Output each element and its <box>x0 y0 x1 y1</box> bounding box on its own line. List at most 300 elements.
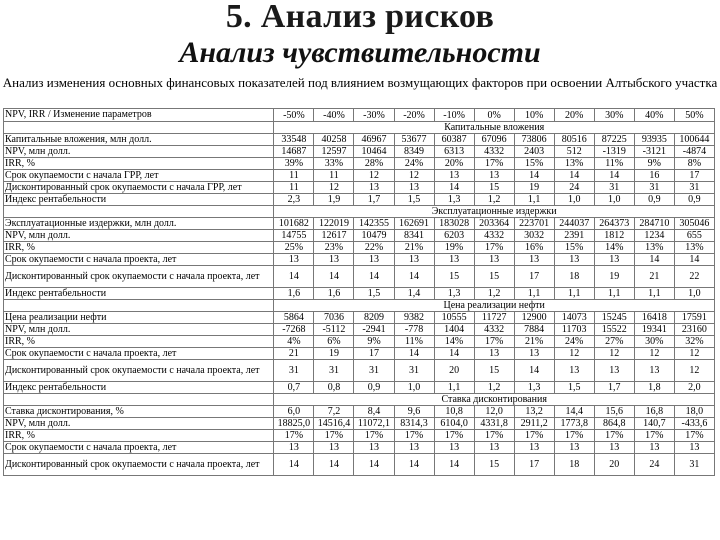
table-cell: 284710 <box>634 218 674 230</box>
table-cell: 223701 <box>514 218 554 230</box>
table-cell: 6313 <box>434 146 474 158</box>
table-cell: 30% <box>634 336 674 348</box>
section-title: Ставка дисконтирования <box>274 394 715 406</box>
table-cell: 17% <box>474 242 514 254</box>
table-cell: 11072,1 <box>354 418 394 430</box>
section-title: Эксплуатационные издержки <box>274 206 715 218</box>
table-cell: 13 <box>434 254 474 266</box>
table-cell: 0,9 <box>674 194 714 206</box>
table-cell: 25% <box>274 242 314 254</box>
table-cell: 14 <box>594 170 634 182</box>
table-cell: 10555 <box>434 312 474 324</box>
table-cell: 15% <box>554 242 594 254</box>
table-cell: 13 <box>274 442 314 454</box>
table-cell: 6203 <box>434 230 474 242</box>
table-cell: 14073 <box>554 312 594 324</box>
table-cell: 12617 <box>314 230 354 242</box>
table-cell: 14 <box>434 454 474 476</box>
table-cell: 2911,2 <box>514 418 554 430</box>
table-cell: 13 <box>394 442 434 454</box>
table-cell: 53677 <box>394 134 434 146</box>
table-cell: 1,1 <box>514 288 554 300</box>
table-cell: 6% <box>314 336 354 348</box>
table-cell: 13 <box>474 442 514 454</box>
table-cell: -3121 <box>634 146 674 158</box>
column-header: 50% <box>674 109 714 122</box>
table-row <box>4 382 715 394</box>
table-cell: 1,6 <box>314 288 354 300</box>
table-cell: -4874 <box>674 146 714 158</box>
table-cell: 17 <box>674 170 714 182</box>
table-cell: 46967 <box>354 134 394 146</box>
corner-header: NPV, IRR / Изменение параметров <box>4 109 274 122</box>
row-label <box>4 394 274 406</box>
table-cell: 14 <box>274 454 314 476</box>
table-cell: 1,2 <box>474 194 514 206</box>
table-cell: 0,9 <box>634 194 674 206</box>
table-cell: 8% <box>674 158 714 170</box>
table-cell: 142355 <box>354 218 394 230</box>
table-cell: 15245 <box>594 312 634 324</box>
table-cell: 1,3 <box>434 194 474 206</box>
table-cell: 19341 <box>634 324 674 336</box>
table-cell: 17% <box>674 430 714 442</box>
table-cell: 15 <box>434 266 474 288</box>
table-cell: 1,7 <box>594 382 634 394</box>
table-cell: 864,8 <box>594 418 634 430</box>
table-cell: 18 <box>554 454 594 476</box>
table-cell: 15 <box>474 266 514 288</box>
table-cell: 13% <box>634 242 674 254</box>
slide-title: 5. Анализ рисков <box>225 0 495 35</box>
table-cell: 13 <box>634 442 674 454</box>
table-cell: 14 <box>354 454 394 476</box>
table-cell: 14 <box>514 360 554 382</box>
table-cell: 14 <box>314 266 354 288</box>
table-cell: 1,0 <box>594 194 634 206</box>
table-cell: 7,2 <box>314 406 354 418</box>
table-cell: 14 <box>394 348 434 360</box>
table-cell: 14 <box>434 348 474 360</box>
table-cell: 13 <box>274 254 314 266</box>
column-header: -10% <box>434 109 474 122</box>
column-header: -20% <box>394 109 434 122</box>
table-cell: 60387 <box>434 134 474 146</box>
table-row <box>4 242 715 254</box>
table-cell: 8314,3 <box>394 418 434 430</box>
table-cell: 2403 <box>514 146 554 158</box>
table-cell: 24% <box>554 336 594 348</box>
table-cell: 17% <box>434 430 474 442</box>
table-cell: 1,3 <box>434 288 474 300</box>
section-row <box>4 300 715 312</box>
table-description: Анализ изменения основных финансовых показателей под влиянием возмущающих факторов при освоении Алтыбского участка <box>2 75 718 90</box>
table-cell: 7036 <box>314 312 354 324</box>
table-cell: 15 <box>474 454 514 476</box>
table-cell: 14% <box>594 242 634 254</box>
table-cell: 1234 <box>634 230 674 242</box>
table-cell: 16,8 <box>634 406 674 418</box>
table-row <box>4 348 715 360</box>
table-cell: 1,1 <box>434 382 474 394</box>
table-cell: 18 <box>554 266 594 288</box>
table-cell: 1,9 <box>314 194 354 206</box>
table-cell: 11727 <box>474 312 514 324</box>
table-cell: 183028 <box>434 218 474 230</box>
table-cell: 31 <box>594 182 634 194</box>
table-cell: 31 <box>634 182 674 194</box>
row-label: Дисконтированный срок окупаемости с начала проекта, лет <box>4 360 274 382</box>
table-cell: 11703 <box>554 324 594 336</box>
table-cell: 14687 <box>274 146 314 158</box>
table-cell: 14,4 <box>554 406 594 418</box>
table-cell: 13,2 <box>514 406 554 418</box>
table-cell: 13 <box>594 442 634 454</box>
table-row <box>4 406 715 418</box>
table-cell: 1773,8 <box>554 418 594 430</box>
table-cell: 4332 <box>474 324 514 336</box>
table-cell: 31 <box>674 182 714 194</box>
row-label: Индекс рентабельности <box>4 194 274 206</box>
column-header: 20% <box>554 109 594 122</box>
table-cell: 13 <box>594 360 634 382</box>
table-cell: -1319 <box>594 146 634 158</box>
table-cell: 13 <box>474 254 514 266</box>
table-cell: 7884 <box>514 324 554 336</box>
table-row <box>4 158 715 170</box>
table-cell: 14755 <box>274 230 314 242</box>
table-row <box>4 194 715 206</box>
table-cell: 17% <box>474 336 514 348</box>
table-cell: 17 <box>514 266 554 288</box>
row-label: IRR, % <box>4 242 274 254</box>
table-cell: 15522 <box>594 324 634 336</box>
table-cell: 17% <box>354 430 394 442</box>
table-cell: 10464 <box>354 146 394 158</box>
table-cell: 13 <box>434 170 474 182</box>
table-cell: 1,5 <box>354 288 394 300</box>
table-cell: 14516,4 <box>314 418 354 430</box>
table-cell: 13 <box>514 254 554 266</box>
table-cell: 21% <box>394 242 434 254</box>
table-cell: 12 <box>594 348 634 360</box>
row-label: Дисконтированный срок окупаемости с начала ГРР, лет <box>4 182 274 194</box>
table-cell: 13 <box>314 254 354 266</box>
table-cell: 73806 <box>514 134 554 146</box>
row-label: NPV, млн долл. <box>4 146 274 158</box>
table-cell: 17% <box>554 430 594 442</box>
table-cell: 93935 <box>634 134 674 146</box>
table-cell: 13 <box>474 170 514 182</box>
row-label: Срок окупаемости с начала проекта, лет <box>4 254 274 266</box>
table-cell: 13 <box>474 348 514 360</box>
table-cell: 32% <box>674 336 714 348</box>
table-cell: 13 <box>314 442 354 454</box>
table-cell: 4332 <box>474 230 514 242</box>
table-cell: 203364 <box>474 218 514 230</box>
table-cell: 23160 <box>674 324 714 336</box>
table-cell: 27% <box>594 336 634 348</box>
table-cell: 17 <box>354 348 394 360</box>
table-cell: -778 <box>394 324 434 336</box>
table-row <box>4 430 715 442</box>
table-cell: 1,3 <box>514 382 554 394</box>
table-cell: 1,8 <box>634 382 674 394</box>
section-title: Капитальные вложения <box>274 122 715 134</box>
table-cell: 33548 <box>274 134 314 146</box>
table-cell: 8,4 <box>354 406 394 418</box>
table-cell: 17% <box>594 430 634 442</box>
table-cell: 13 <box>594 254 634 266</box>
table-cell: 14 <box>634 254 674 266</box>
table-cell: 14 <box>354 266 394 288</box>
row-label: Дисконтированный срок окупаемости с начала проекта, лет <box>4 266 274 288</box>
table-cell: 244037 <box>554 218 594 230</box>
table-cell: 31 <box>314 360 354 382</box>
table-cell: 1,1 <box>634 288 674 300</box>
table-cell: 13 <box>514 442 554 454</box>
table-cell: 1812 <box>594 230 634 242</box>
table-cell: 14 <box>674 254 714 266</box>
table-row <box>4 182 715 194</box>
row-label <box>4 122 274 134</box>
table-cell: 13 <box>394 182 434 194</box>
slide-subtitle: Анализ чувствительности <box>179 36 541 69</box>
table-cell: 14 <box>394 266 434 288</box>
table-cell: 1,2 <box>474 288 514 300</box>
table-cell: 1,5 <box>394 194 434 206</box>
table-cell: 8209 <box>354 312 394 324</box>
row-label: NPV, млн долл. <box>4 324 274 336</box>
table-cell: 13% <box>674 242 714 254</box>
table-cell: 16418 <box>634 312 674 324</box>
table-cell: 28% <box>354 158 394 170</box>
table-cell: 655 <box>674 230 714 242</box>
table-cell: 14 <box>314 454 354 476</box>
table-cell: 10,8 <box>434 406 474 418</box>
table-cell: 14 <box>434 182 474 194</box>
table-cell: 13% <box>554 158 594 170</box>
table-cell: 40258 <box>314 134 354 146</box>
table-cell: 13 <box>554 254 594 266</box>
row-label <box>4 206 274 218</box>
table-cell: 264373 <box>594 218 634 230</box>
table-row <box>4 312 715 324</box>
table-cell: 22% <box>354 242 394 254</box>
table-cell: 13 <box>354 442 394 454</box>
table-cell: 17 <box>514 454 554 476</box>
table-cell: 17% <box>474 430 514 442</box>
table-cell: 1,5 <box>554 382 594 394</box>
table-row <box>4 134 715 146</box>
table-cell: 24 <box>554 182 594 194</box>
table-cell: 15% <box>514 158 554 170</box>
section-row <box>4 394 715 406</box>
table-cell: 15 <box>474 182 514 194</box>
sensitivity-table <box>3 108 715 476</box>
table-cell: 6104,0 <box>434 418 474 430</box>
column-header: -50% <box>274 109 314 122</box>
column-header: 10% <box>514 109 554 122</box>
table-cell: 1,1 <box>554 288 594 300</box>
table-cell: 10479 <box>354 230 394 242</box>
row-label: Индекс рентабельности <box>4 382 274 394</box>
table-cell: 11% <box>594 158 634 170</box>
row-label: Индекс рентабельности <box>4 288 274 300</box>
row-label: Срок окупаемости с начала проекта, лет <box>4 348 274 360</box>
table-cell: 5864 <box>274 312 314 324</box>
table-cell: 31 <box>674 454 714 476</box>
column-header: 30% <box>594 109 634 122</box>
table-cell: 122019 <box>314 218 354 230</box>
table-cell: 17% <box>274 430 314 442</box>
table-cell: 100644 <box>674 134 714 146</box>
table-row <box>4 324 715 336</box>
table-row <box>4 418 715 430</box>
row-label: IRR, % <box>4 158 274 170</box>
table-cell: 17% <box>314 430 354 442</box>
table-cell: 9% <box>354 336 394 348</box>
table-cell: 512 <box>554 146 594 158</box>
table-cell: -5112 <box>314 324 354 336</box>
table-cell: 14 <box>514 170 554 182</box>
row-label: Дисконтированный срок окупаемости с начала проекта, лет <box>4 454 274 476</box>
row-label: Срок окупаемости с начала ГРР, лет <box>4 170 274 182</box>
table-cell: 16% <box>514 242 554 254</box>
table-cell: 20 <box>594 454 634 476</box>
table-cell: 39% <box>274 158 314 170</box>
table-cell: 17% <box>474 158 514 170</box>
table-cell: 8349 <box>394 146 434 158</box>
table-cell: 3032 <box>514 230 554 242</box>
table-cell: 9382 <box>394 312 434 324</box>
table-cell: 19 <box>594 266 634 288</box>
table-cell: 13 <box>354 254 394 266</box>
table-cell: 24 <box>634 454 674 476</box>
table-cell: 80516 <box>554 134 594 146</box>
table-cell: 140,7 <box>634 418 674 430</box>
table-cell: 2,3 <box>274 194 314 206</box>
column-header: 0% <box>474 109 514 122</box>
row-label: NPV, млн долл. <box>4 230 274 242</box>
table-cell: 1,0 <box>674 288 714 300</box>
row-label: Срок окупаемости с начала проекта, лет <box>4 442 274 454</box>
table-cell: 20 <box>434 360 474 382</box>
table-cell: 18825,0 <box>274 418 314 430</box>
table-cell: 31 <box>274 360 314 382</box>
table-header-row <box>4 109 715 122</box>
table-cell: 0,9 <box>354 382 394 394</box>
table-cell: 12 <box>674 360 714 382</box>
table-cell: 13 <box>554 442 594 454</box>
table-cell: 1,2 <box>474 382 514 394</box>
table-cell: 13 <box>514 348 554 360</box>
section-row <box>4 122 715 134</box>
table-cell: 17% <box>634 430 674 442</box>
table-cell: 12 <box>354 170 394 182</box>
table-row <box>4 266 715 288</box>
table-cell: 17591 <box>674 312 714 324</box>
table-cell: 4% <box>274 336 314 348</box>
table-cell: 2,0 <box>674 382 714 394</box>
table-cell: 17% <box>514 430 554 442</box>
row-label: Ставка дисконтирования, % <box>4 406 274 418</box>
table-cell: 17% <box>394 430 434 442</box>
table-row <box>4 336 715 348</box>
table-cell: 14 <box>554 170 594 182</box>
table-cell: 1,0 <box>554 194 594 206</box>
table-cell: 1,6 <box>274 288 314 300</box>
table-cell: 162691 <box>394 218 434 230</box>
table-cell: 12 <box>314 182 354 194</box>
table-cell: 14 <box>394 454 434 476</box>
table-cell: 67096 <box>474 134 514 146</box>
table-cell: 87225 <box>594 134 634 146</box>
table-cell: 18,0 <box>674 406 714 418</box>
table-cell: 13 <box>394 254 434 266</box>
table-cell: 305046 <box>674 218 714 230</box>
table-cell: 101682 <box>274 218 314 230</box>
table-cell: 1,0 <box>394 382 434 394</box>
table-cell: 19 <box>314 348 354 360</box>
table-cell: 14 <box>274 266 314 288</box>
table-row <box>4 360 715 382</box>
column-header: -40% <box>314 109 354 122</box>
table-cell: 19 <box>514 182 554 194</box>
table-row <box>4 454 715 476</box>
table-row <box>4 254 715 266</box>
column-header: 40% <box>634 109 674 122</box>
table-row <box>4 218 715 230</box>
table-cell: 13 <box>434 442 474 454</box>
table-cell: 8341 <box>394 230 434 242</box>
row-label: IRR, % <box>4 430 274 442</box>
table-cell: 13 <box>554 360 594 382</box>
table-cell: 12 <box>634 348 674 360</box>
table-cell: 19% <box>434 242 474 254</box>
table-cell: 20% <box>434 158 474 170</box>
table-cell: 12900 <box>514 312 554 324</box>
table-cell: 23% <box>314 242 354 254</box>
table-row <box>4 170 715 182</box>
row-label: Эксплуатационные издержки, млн долл. <box>4 218 274 230</box>
section-row <box>4 206 715 218</box>
row-label: NPV, млн долл. <box>4 418 274 430</box>
table-cell: 33% <box>314 158 354 170</box>
section-title: Цена реализации нефти <box>274 300 715 312</box>
table-cell: -7268 <box>274 324 314 336</box>
table-cell: 31 <box>354 360 394 382</box>
table-cell: 31 <box>394 360 434 382</box>
table-cell: 21% <box>514 336 554 348</box>
table-cell: 12 <box>674 348 714 360</box>
table-cell: 13 <box>674 442 714 454</box>
table-cell: 4332 <box>474 146 514 158</box>
table-cell: 13 <box>634 360 674 382</box>
table-row <box>4 288 715 300</box>
table-cell: 12,0 <box>474 406 514 418</box>
table-cell: 0,7 <box>274 382 314 394</box>
table-row <box>4 146 715 158</box>
table-cell: 12597 <box>314 146 354 158</box>
table-cell: 13 <box>354 182 394 194</box>
table-row <box>4 442 715 454</box>
table-cell: 11 <box>274 182 314 194</box>
row-label <box>4 300 274 312</box>
table-cell: -433,6 <box>674 418 714 430</box>
table-cell: 12 <box>394 170 434 182</box>
table-cell: 0,8 <box>314 382 354 394</box>
